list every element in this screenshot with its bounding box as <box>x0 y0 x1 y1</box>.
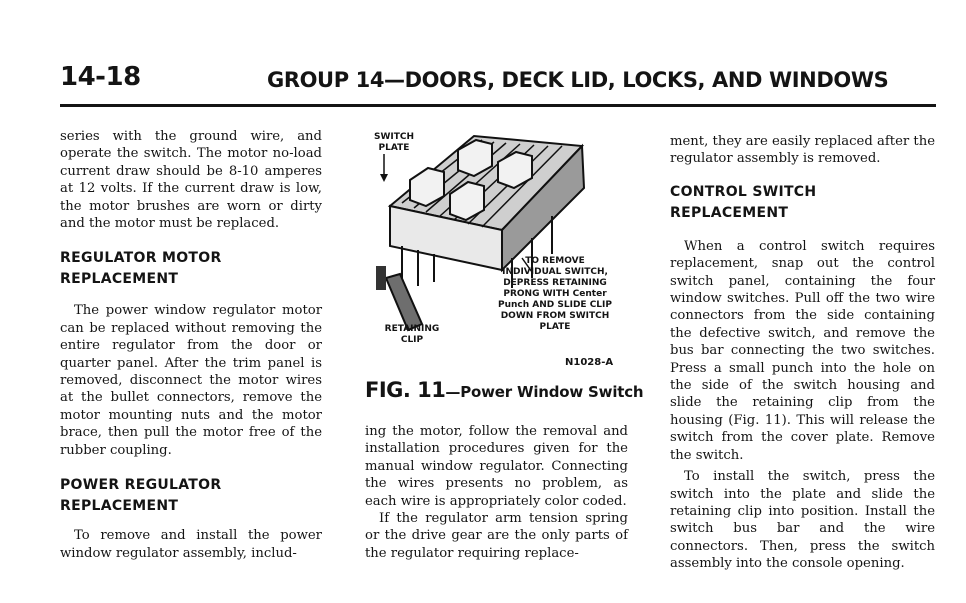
paragraph: ment, they are easily replaced after the regulator assembly is removed. <box>670 134 935 167</box>
heading-line: REPLACEMENT <box>670 204 789 221</box>
text-column-middle <box>365 423 628 562</box>
heading-line: REPLACEMENT <box>60 271 179 288</box>
heading-line: CONTROL SWITCH <box>670 183 817 200</box>
text-column-right <box>670 133 935 573</box>
figure-id: N1028-A <box>565 357 614 368</box>
paragraph: To remove and install the power window regulator assembly, includ- <box>60 528 322 561</box>
removal-instructions-label: TO REMOVE INDIVIDUAL SWITCH, DEPRESS RETAINING PRONG WITH Center Punch AND SLIDE CLIP DOWN FROM SWITCH PLATE <box>498 256 612 332</box>
paragraph: ing the motor, follow the removal and installation procedures given for the manual window regulator. Connecting the wires presents no problem, as each wire is appropriately color coded. <box>365 424 628 509</box>
paragraph: series with the ground wire, and operate the switch. The motor no-load current draw should be 8-10 amperes at 12 volts. If the current draw is low, the motor brushes are worn or dirty and the motor must be replaced. <box>60 129 322 232</box>
figure-title: —Power Window Switch <box>445 383 644 401</box>
section-heading <box>670 182 935 224</box>
paragraph: The power window regulator motor can be replaced without removing the entire regulator from the door or quarter panel. After the trim panel is removed, disconnect the motor wires at the bullet connectors, remove the motor mounting nuts and the motor brace, then pull the motor free of the rubber coupling. <box>60 303 322 458</box>
figure-illustration <box>362 128 630 378</box>
page-number: 14-18 <box>60 62 141 92</box>
retaining-clip-label: RETAINING CLIP <box>384 324 440 345</box>
paragraph: When a control switch requires replacement, snap out the control switch panel, containing the four window switches. Pull off the two wire connectors from the side containing the defective switch, and remove the bus bar connecting the two switches. Press a small punch into the hole on the side of the switch housing and slide the retaining clip from the housing (Fig. 11). This will release the switch from the cover plate. Remove the switch. <box>670 238 935 463</box>
section-heading <box>60 475 322 517</box>
text-column-left <box>60 128 322 562</box>
paragraph: If the regulator arm tension spring or the drive gear are the only parts of the regulator requiring replace- <box>365 511 628 561</box>
switch-plate-label: SWITCH PLATE <box>373 132 415 153</box>
section-heading <box>60 248 322 290</box>
heading-line: REGULATOR MOTOR <box>60 250 222 267</box>
paragraph: To install the switch, press the switch into the plate and slide the retaining clip into position. Install the switch bus bar and the wire connectors. Then, press the switch assembly into the console opening. <box>670 469 935 572</box>
header-rule <box>60 104 936 107</box>
heading-line: POWER REGULATOR <box>60 477 222 494</box>
section-title: GROUP 14—DOORS, DECK LID, LOCKS, AND WINDOWS <box>267 68 889 92</box>
heading-line: REPLACEMENT <box>60 498 179 515</box>
figure-caption <box>365 378 643 402</box>
figure-number: FIG. 11 <box>365 378 446 402</box>
